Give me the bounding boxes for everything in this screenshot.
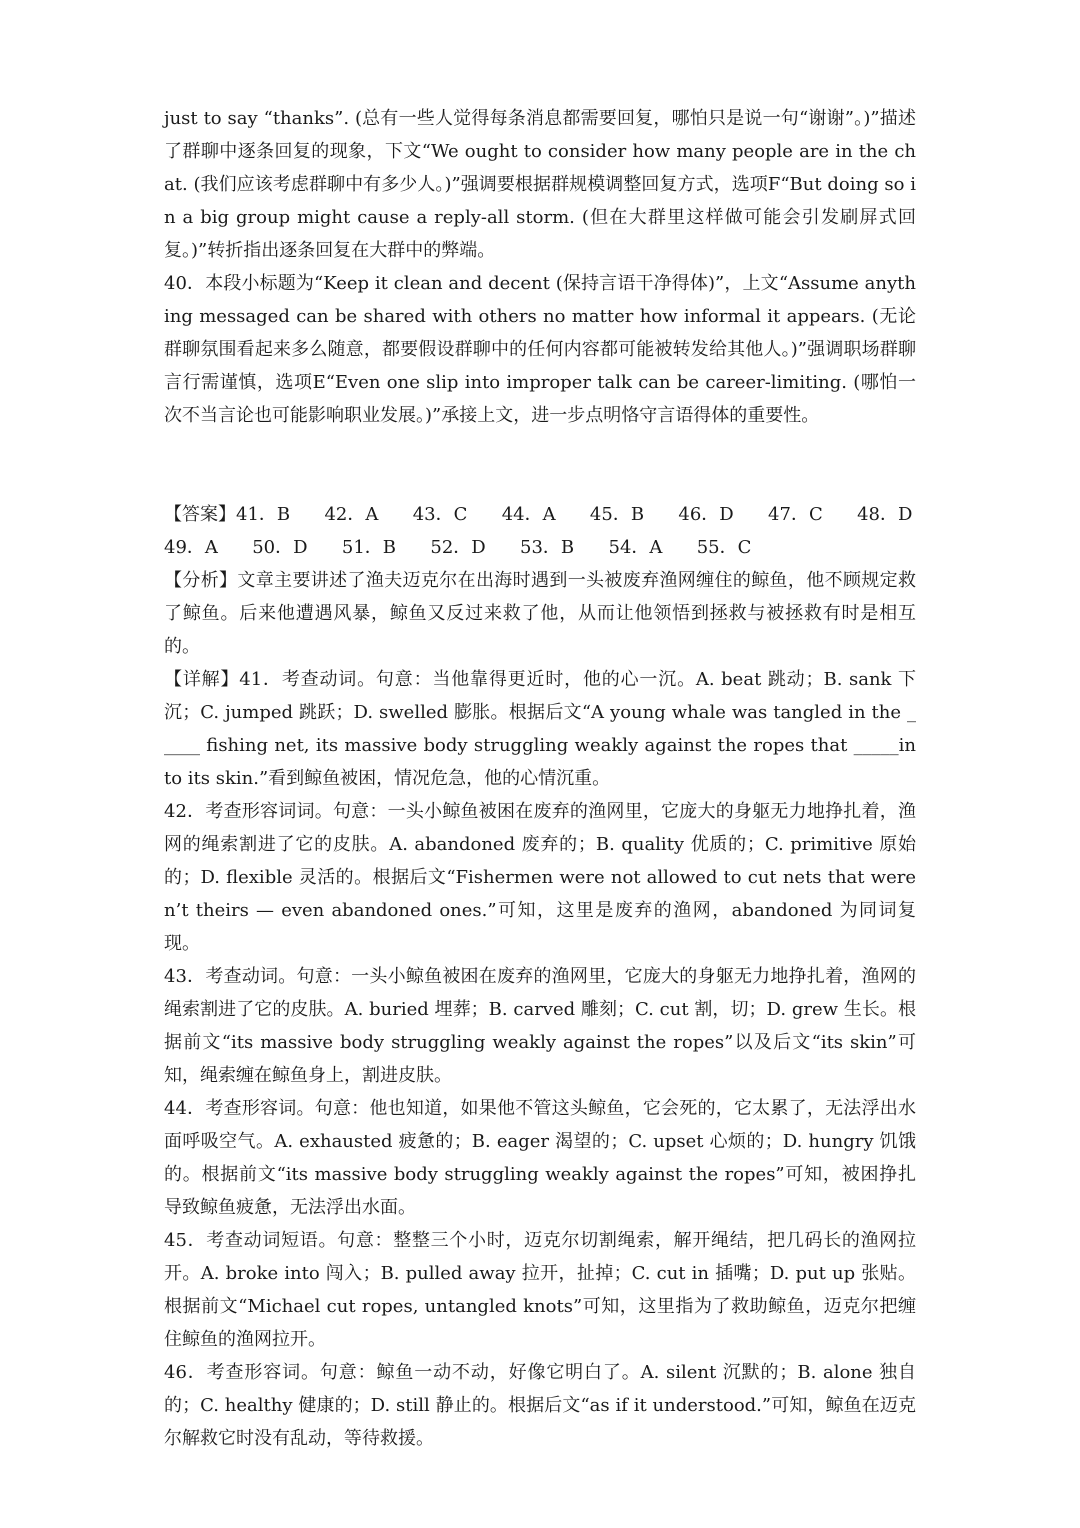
detail-43: 43．考查动词。句意：一头小鲸鱼被困在废弃的渔网里，它庞大的身躯无力地挣扎着，渔网的绳索割进了它的皮肤。A. buried 埋葬；B. carved 雕刻；C. cut 割，切；D. grew 生长。根据前文“its massive body struggling weakly against the ropes”以及后文“its skin”可知，绳索缠在鲸鱼身上，割进皮肤。 <box>164 966 916 1086</box>
analysis-paragraph: 【分析】文章主要讲述了渔夫迈克尔在出海时遇到一头被废弃渔网缠住的鲸鱼，他不顾规定救了鲸鱼。后来他遭遇风暴，鲸鱼又反过来救了他，从而让他领悟到拯救与被拯救有时是相互的。 <box>164 570 916 657</box>
document-body <box>164 102 916 1455</box>
detail-46: 46．考查形容词。句意：鲸鱼一动不动，好像它明白了。A. silent 沉默的；B. alone 独自的；C. healthy 健康的；D. still 静止的。根据后文“as if it understood.”可知，鲸鱼在迈克尔解救它时没有乱动，等待救援。 <box>164 1362 916 1449</box>
detail-41: 【详解】41．考查动词。句意：当他靠得更近时，他的心一沉。A. beat 跳动；B. sank 下沉；C. jumped 跳跃；D. swelled 膨胀。根据后文“A young whale was tangled in the _____ fishing net, its massive body struggling weakly against the ropes that _____into its skin.”看到鲸鱼被困，情况危急，他的心情沉重。 <box>164 669 916 789</box>
answer-key-line-2: 49．A 50．D 51．B 52．D 53．B 54．A 55．C <box>164 537 752 558</box>
detail-42: 42．考查形容词词。句意：一头小鲸鱼被困在废弃的渔网里，它庞大的身躯无力地挣扎着，渔网的绳索割进了它的皮肤。A. abandoned 废弃的；B. quality 优质的；C. primitive 原始的；D. flexible 灵活的。根据后文“Fishermen were not allowed to cut nets that weren’t theirs — even abandoned ones.”可知，这里是废弃的渔网，abandoned 为同词复现。 <box>164 801 916 954</box>
explanation-39-end: just to say “thanks”. (总有一些人觉得每条消息都需要回复，哪怕只是说一句“谢谢”。)”描述了群聊中逐条回复的现象，下文“We ought to consider how many people are in the chat. (我们应该考虑群聊中有多少人。)”强调要根据群规模调整回复方式，选项F“But doing so in a big group might cause a reply-all storm. (但在大群里这样做可能会引发刷屏式回复。)”转折指出逐条回复在大群中的弊端。 <box>164 108 916 261</box>
detail-44: 44．考查形容词。句意：他也知道，如果他不管这头鲸鱼，它会死的，它太累了，无法浮出水面呼吸空气。A. exhausted 疲惫的；B. eager 渴望的；C. upset 心烦的；D. hungry 饥饿的。根据前文“its massive body struggling weakly against the ropes”可知，被困挣扎导致鲸鱼疲惫，无法浮出水面。 <box>164 1098 916 1218</box>
explanation-40: 40．本段小标题为“Keep it clean and decent (保持言语干净得体)”，上文“Assume anything messaged can be shared with others no matter how informal it appears. (无论群聊氛围看起来多么随意，都要假设群聊中的任何内容都可能被转发给其他人。)”强调职场群聊言行需谨慎，选项E“Even one slip into improper talk can be career-limiting. (哪怕一次不当言论也可能影响职业发展。)”承接上文，进一步点明恪守言语得体的重要性。 <box>164 273 916 426</box>
answer-key-line-1: 【答案】41．B 42．A 43．C 44．A 45．B 46．D 47．C 48．D <box>164 504 913 525</box>
section-gap <box>164 432 916 498</box>
detail-45: 45．考查动词短语。句意：整整三个小时，迈克尔切割绳索，解开绳结，把几码长的渔网拉开。A. broke into 闯入；B. pulled away 拉开，扯掉；C. cut in 插嘴；D. put up 张贴。根据前文“Michael cut ropes, untangled knots”可知，这里指为了救助鲸鱼，迈克尔把缠住鲸鱼的渔网拉开。 <box>164 1230 916 1350</box>
